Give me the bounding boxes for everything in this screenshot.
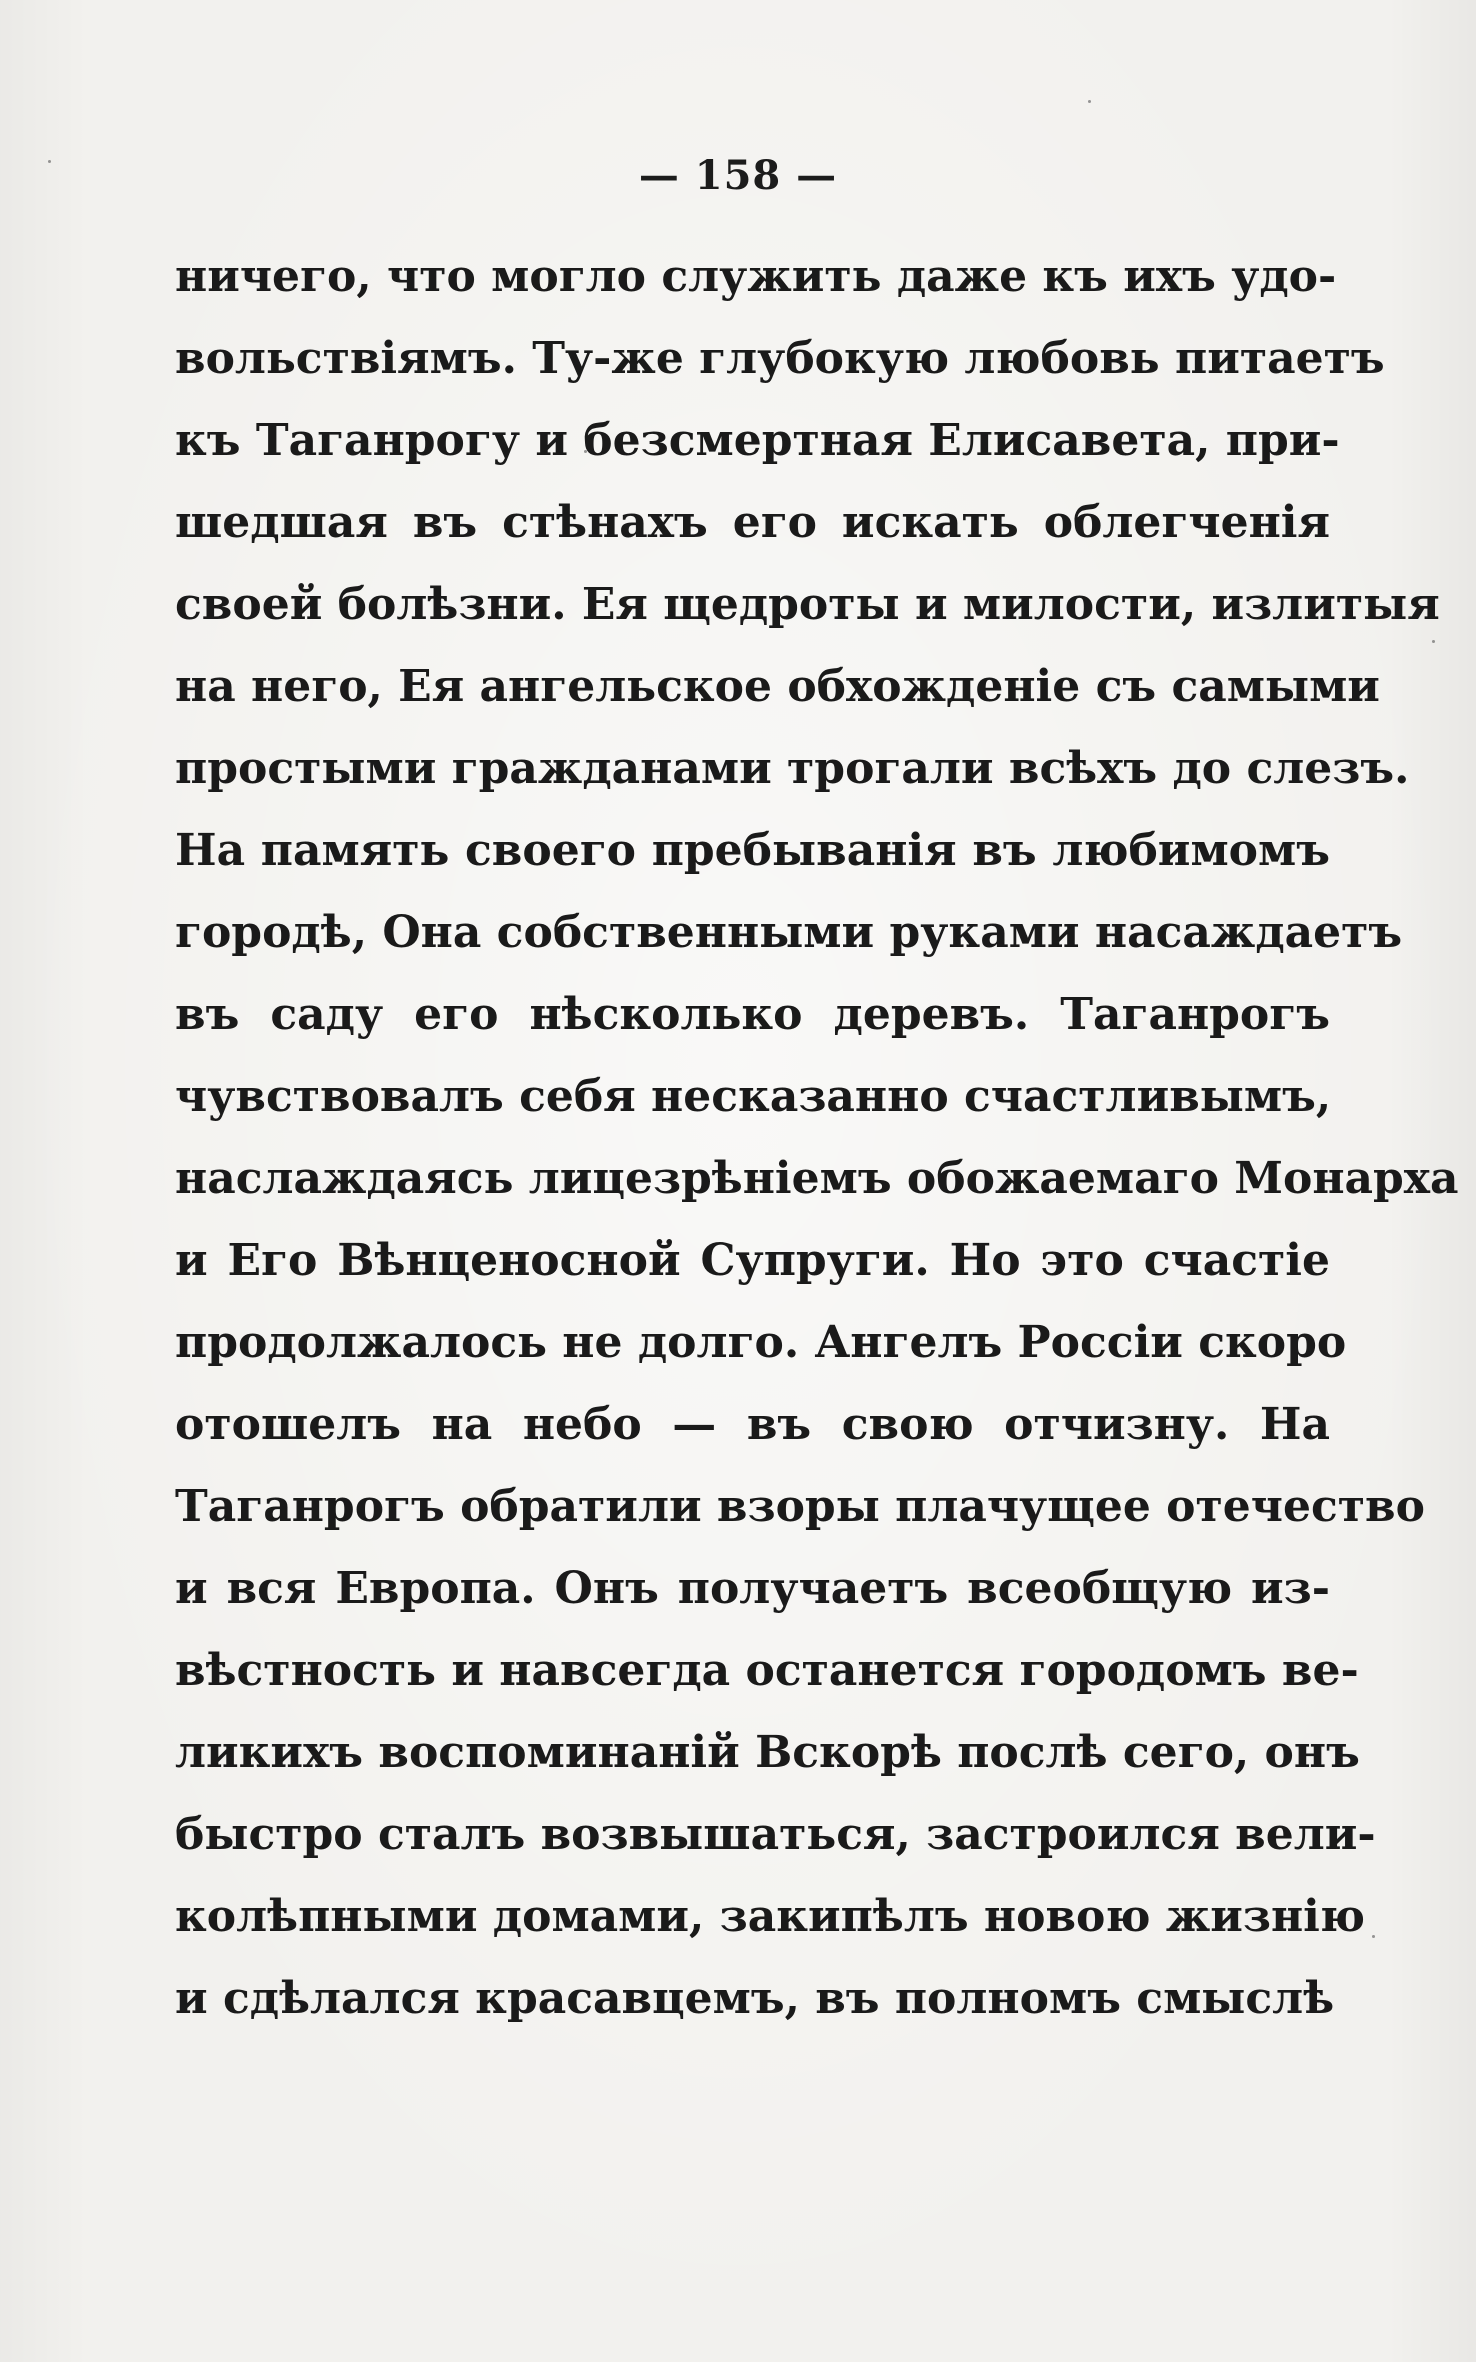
text-line: вольствіямъ. Ту-же глубокую любовь питаетъ	[175, 333, 1385, 384]
text-line: шедшая въ стѣнахъ его искать облегченія	[175, 497, 1330, 548]
text-line: городѣ, Она собственными руками насаждаетъ	[175, 907, 1403, 958]
text-line: вѣстность и навсегда останется городомъ ве-	[175, 1645, 1359, 1696]
text-line: продолжалось не долго. Ангелъ Россіи скоро	[175, 1317, 1347, 1368]
text-line: наслаждаясь лицезрѣніемъ обожаемаго Монарха	[175, 1153, 1459, 1204]
text-line: въ саду его нѣсколько деревъ. Таганрогъ	[175, 989, 1330, 1040]
text-line: колѣпными домами, закипѣлъ новою жизнію	[175, 1891, 1365, 1942]
page-number: — 158 —	[638, 152, 838, 199]
text-line: простыми гражданами трогали всѣхъ до слезъ.	[175, 743, 1410, 794]
text-line: и вся Европа. Онъ получаетъ всеобщую из-	[175, 1563, 1330, 1614]
paper-speck	[1088, 100, 1091, 103]
text-line: На память своего пребыванія въ любимомъ	[175, 825, 1330, 876]
text-line: отошелъ на небо — въ свою отчизну. На	[175, 1399, 1330, 1450]
text-line: на него, Ея ангельское обхожденіе съ самыми	[175, 661, 1380, 712]
text-line: и Его Вѣнценосной Супруги. Но это счастіе	[175, 1235, 1330, 1286]
paper-speck	[1372, 1935, 1375, 1938]
text-line: чувствовалъ себя несказанно счастливымъ,	[175, 1071, 1332, 1122]
text-line: къ Таганрогу и безсмертная Елисавета, при-	[175, 415, 1340, 466]
body-text	[175, 236, 1459, 2040]
text-line: ничего, что могло служить даже къ ихъ удо-	[175, 251, 1337, 302]
text-line: Таганрогъ обратили взоры плачущее отечество	[175, 1481, 1425, 1532]
paper-speck	[1432, 640, 1435, 643]
text-line: быстро сталъ возвышаться, застроился вели-	[175, 1809, 1376, 1860]
text-line: и сдѣлался красавцемъ, въ полномъ смыслѣ	[175, 1973, 1335, 2024]
text-line: своей болѣзни. Ея щедроты и милости, излитыя	[175, 579, 1440, 630]
text-line: ликихъ воспоминаній Вскорѣ послѣ сего, онъ	[175, 1727, 1360, 1778]
